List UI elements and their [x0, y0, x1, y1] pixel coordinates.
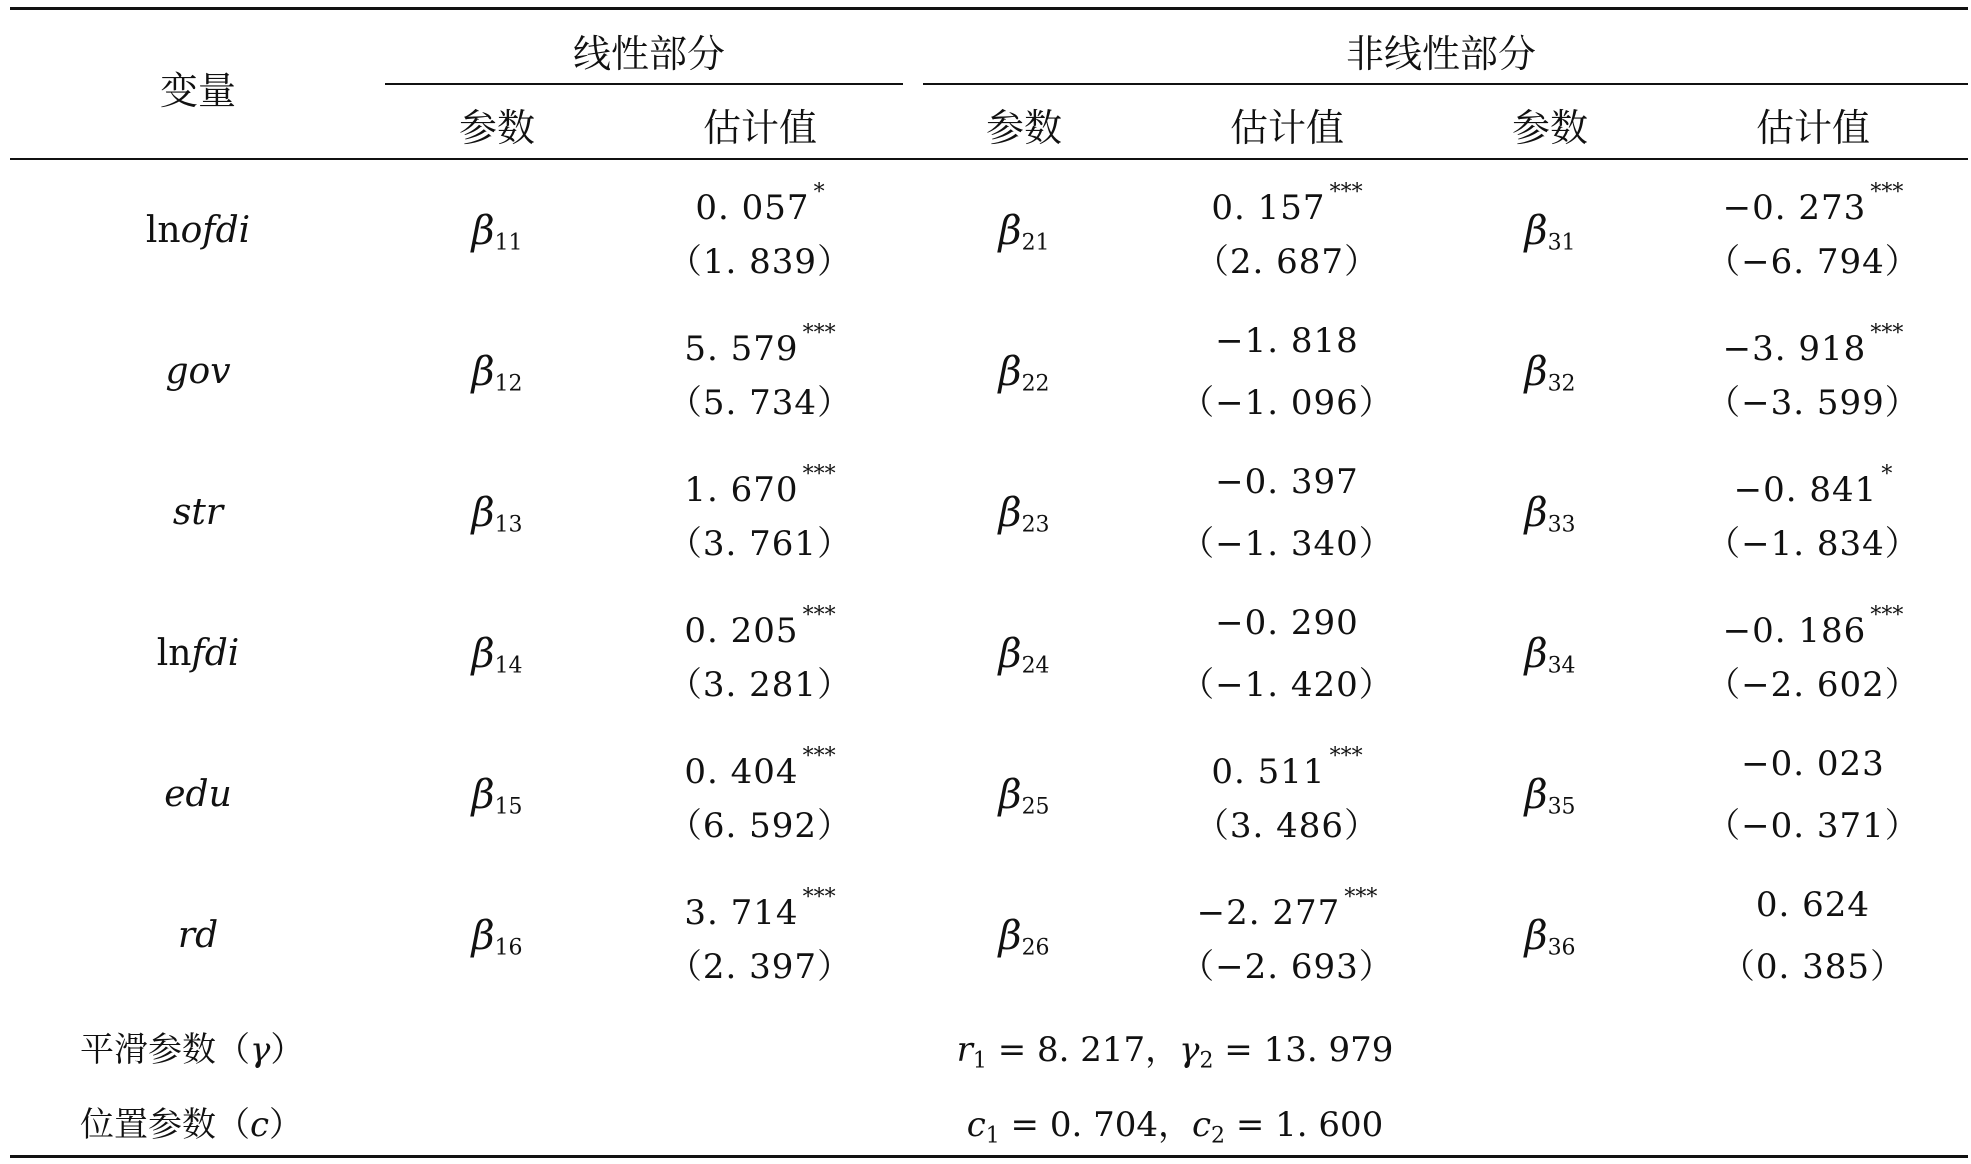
t-statistic: （1. 839） [667, 242, 853, 282]
coefficient-estimate: 0. 624 [1755, 885, 1871, 925]
t-statistic: （−1. 096） [1180, 383, 1394, 423]
coefficient-estimate: −1. 818 [1215, 321, 1359, 361]
header-estimate-3: 估计值 [1755, 106, 1871, 150]
significance-stars: *** [1344, 885, 1378, 910]
beta-parameter: $\beta_{35}$ [1524, 772, 1576, 820]
t-statistic: （−2. 602） [1706, 665, 1920, 705]
header-param-2: 参数 [985, 106, 1063, 150]
significance-stars: *** [802, 321, 836, 346]
significance-stars: *** [802, 744, 836, 769]
significance-stars: *** [802, 885, 836, 910]
significance-stars: *** [802, 603, 836, 628]
header-nonlinear-part: 非线性部分 [1345, 32, 1537, 76]
beta-parameter: $\beta_{14}$ [471, 631, 523, 679]
beta-parameter: $\beta_{36}$ [1524, 913, 1576, 961]
beta-parameter: $\beta_{16}$ [471, 913, 523, 961]
coefficient-estimate: 0. 157 *** [1211, 180, 1363, 228]
linear-group-rule [385, 83, 903, 85]
smoothing-label: 平滑参数（γ） [80, 1030, 305, 1070]
beta-parameter: $\beta_{22}$ [998, 349, 1050, 397]
significance-stars: *** [1870, 603, 1904, 628]
significance-stars: *** [802, 462, 836, 487]
beta-parameter: $\beta_{24}$ [998, 631, 1050, 679]
coefficient-estimate: −0. 841 * [1733, 462, 1893, 510]
header-variable: 变量 [159, 69, 237, 113]
t-statistic: （3. 486） [1194, 806, 1380, 846]
t-statistic: （0. 385） [1720, 947, 1906, 987]
t-statistic: （−6. 794） [1706, 242, 1920, 282]
coefficient-estimate: −0. 186 *** [1722, 603, 1904, 651]
t-statistic: （2. 687） [1194, 242, 1380, 282]
significance-stars: *** [1870, 180, 1904, 205]
gamma-symbol: γ [250, 1030, 271, 1070]
coefficient-estimate: −0. 290 [1215, 603, 1359, 643]
t-statistic: （−1. 834） [1706, 524, 1920, 564]
bottom-rule [10, 1155, 1968, 1158]
coefficient-estimate: −2. 277 *** [1196, 885, 1378, 933]
beta-parameter: $\beta_{13}$ [471, 490, 523, 538]
coefficient-estimate: −3. 918 *** [1722, 321, 1904, 369]
variable-name: gov [165, 351, 231, 392]
location-label: 位置参数（c） [80, 1105, 304, 1145]
header-estimate-2: 估计值 [1229, 106, 1345, 150]
significance-stars: *** [1870, 321, 1904, 346]
significance-stars: *** [1329, 180, 1363, 205]
beta-parameter: $\beta_{12}$ [471, 349, 523, 397]
t-statistic: （−0. 371） [1706, 806, 1920, 846]
beta-parameter: $\beta_{34}$ [1524, 631, 1576, 679]
t-statistic: （−3. 599） [1706, 383, 1920, 423]
beta-parameter: $\beta_{11}$ [471, 208, 523, 256]
coefficient-estimate: 0. 205 *** [684, 603, 836, 651]
t-statistic: （3. 761） [667, 524, 853, 564]
header-linear-part: 线性部分 [572, 32, 726, 76]
header-param-1: 参数 [458, 106, 536, 150]
coefficient-estimate: 3. 714 *** [684, 885, 836, 933]
top-rule [10, 7, 1968, 10]
header-param-3: 参数 [1511, 106, 1589, 150]
variable-name: str [172, 492, 224, 533]
t-statistic: （3. 281） [667, 665, 853, 705]
variable-name: rd [177, 915, 219, 956]
t-statistic: （5. 734） [667, 383, 853, 423]
beta-parameter: $\beta_{25}$ [998, 772, 1050, 820]
coefficient-estimate: −0. 273 *** [1722, 180, 1904, 228]
location-values: $c_1 = 0$. 704，$c_2 = 1$. 600 [966, 1105, 1384, 1149]
significance-stars: *** [1329, 744, 1363, 769]
beta-parameter: $\beta_{15}$ [471, 772, 523, 820]
header-bottom-rule [10, 158, 1968, 160]
beta-parameter: $\beta_{26}$ [998, 913, 1050, 961]
t-statistic: （2. 397） [667, 947, 853, 987]
beta-parameter: $\beta_{32}$ [1524, 349, 1576, 397]
nonlinear-group-rule [923, 83, 1968, 85]
t-statistic: （−1. 420） [1180, 665, 1394, 705]
coefficient-estimate: 5. 579 *** [684, 321, 836, 369]
coefficient-estimate: 0. 404 *** [684, 744, 836, 792]
t-statistic: （−2. 693） [1180, 947, 1394, 987]
variable-name: lnfdi [156, 633, 240, 674]
c-symbol: c [250, 1105, 270, 1145]
beta-parameter: $\beta_{33}$ [1524, 490, 1576, 538]
beta-parameter: $\beta_{31}$ [1524, 208, 1576, 256]
coefficient-estimate: −0. 023 [1741, 744, 1885, 784]
coefficient-estimate: 1. 670 *** [684, 462, 836, 510]
significance-stars: * [813, 180, 825, 205]
smoothing-values: $r_1 = 8$. 217，$\gamma_2 = 13$. 979 [956, 1030, 1394, 1074]
significance-stars: * [1881, 462, 1893, 487]
beta-parameter: $\beta_{21}$ [998, 208, 1050, 256]
variable-name: lnofdi [145, 210, 251, 251]
t-statistic: （−1. 340） [1180, 524, 1394, 564]
coefficient-estimate: −0. 397 [1215, 462, 1359, 502]
coefficient-estimate: 0. 057 * [695, 180, 825, 228]
beta-parameter: $\beta_{23}$ [998, 490, 1050, 538]
variable-name: edu [164, 774, 232, 815]
t-statistic: （6. 592） [667, 806, 853, 846]
coefficient-estimate: 0. 511 *** [1211, 744, 1363, 792]
header-estimate-1: 估计值 [702, 106, 818, 150]
